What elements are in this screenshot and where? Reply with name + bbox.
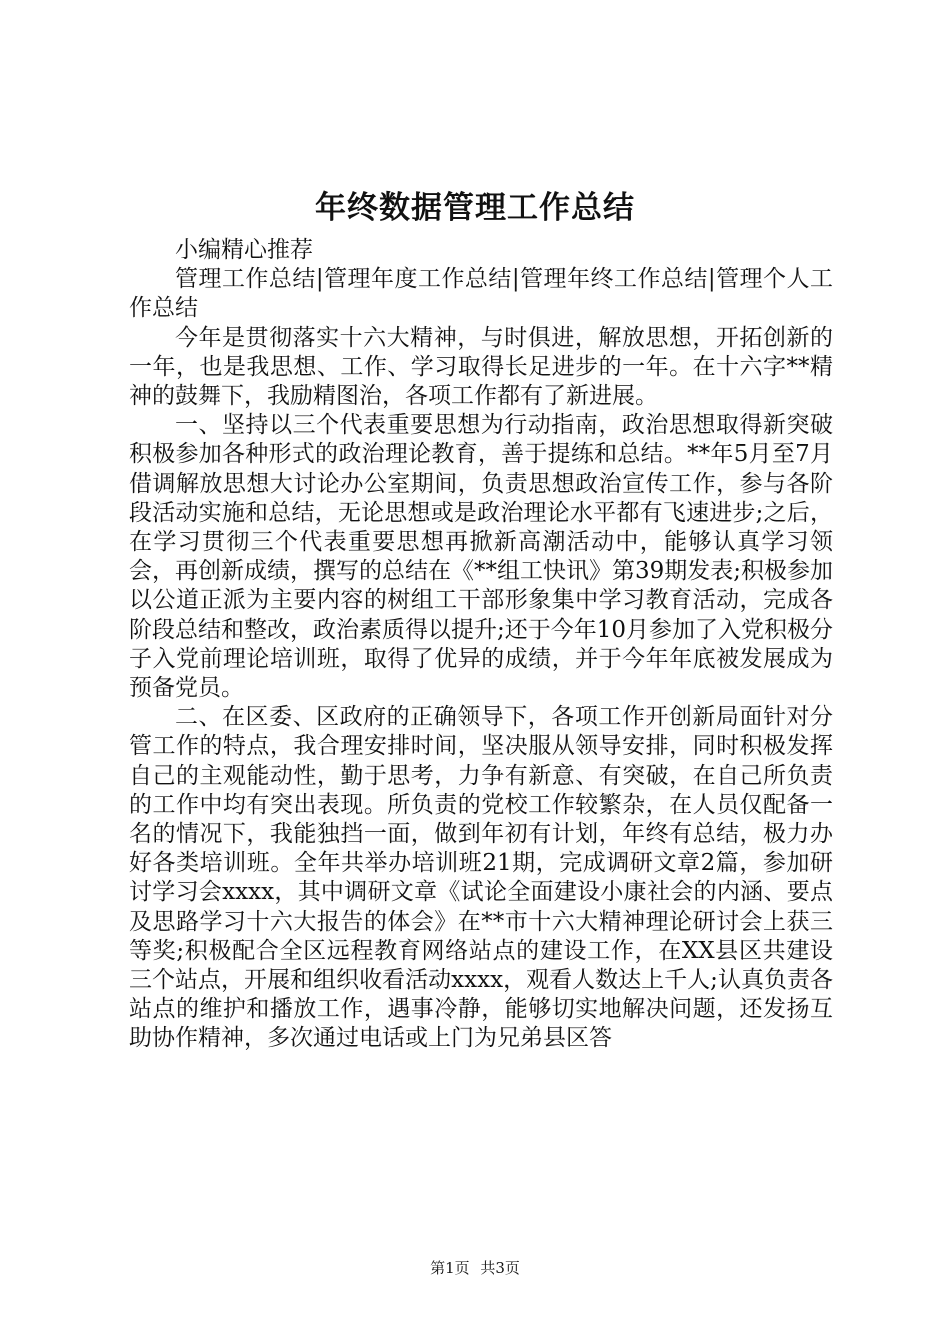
section-two-paragraph: 二、在区委、区政府的正确领导下，各项工作开创新局面针对分管工作的特点，我合理安排时间，坚决服从领导安排，同时积极发挥自己的主观能动性，勤于思考，力争有新意、有突破，在自己所负责的工作中均有突出表现。所负责的党校工作较繁杂，在人员仅配备一名的情况下，我能独挡一面，做到年初有计划，年终有总结，极力办好各类培训班。全年共举办培训班21期，完成调研文章2篇，参加研讨学习会xxxx，其中调研文章《试论全面建设小康社会的内涵、要点及思路学习十六大报告的体会》在**市十六大精神理论研讨会上获三等奖;积极配合全区远程教育网络站点的建设工作，在XX县区共建设三个站点，开展和组织收看活动xxxx，观看人数达上千人;认真负责各站点的维护和播放工作，遇事冷静，能够切实地解决问题，还发扬互助协作精神，多次通过电话或上门为兄弟县区答: [129, 704, 833, 1052]
page-number: 第1页: [430, 1259, 470, 1277]
recommend-line: 小编精心推荐: [175, 237, 313, 263]
document-body: [129, 236, 833, 1054]
related-links-line: 管理工作总结|管理年度工作总结|管理年终工作总结|管理个人工作总结: [129, 266, 833, 322]
document-title: 年终数据管理工作总结: [315, 190, 635, 226]
page-footer: [0, 1258, 950, 1278]
intro-paragraph: 今年是贯彻落实十六大精神，与时俱进，解放思想，开拓创新的一年，也是我思想、工作、学习取得长足进步的一年。在十六字**精神的鼓舞下，我励精图治，各项工作都有了新进展。: [129, 324, 833, 410]
page-total: 共3页: [480, 1259, 520, 1277]
section-one-paragraph: 一、坚持以三个代表重要思想为行动指南，政治思想取得新突破积极参加各种形式的政治理论教育，善于提练和总结。**年5月至7月借调解放思想大讨论办公室期间，负责思想政治宣传工作，参与各阶段活动实施和总结，无论思想或是政治理论水平都有飞速进步;之后，在学习贯彻三个代表重要思想再掀新高潮活动中，能够认真学习领会，再创新成绩，撰写的总结在《**组工快讯》第39期发表;积极参加以公道正派为主要内容的树组工干部形象集中学习教育活动，完成各阶段总结和整改，政治素质得以提升;还于今年10月参加了入党积极分子入党前理论培训班，取得了优异的成绩，并于今年年底被发展成为预备党员。: [129, 412, 834, 702]
